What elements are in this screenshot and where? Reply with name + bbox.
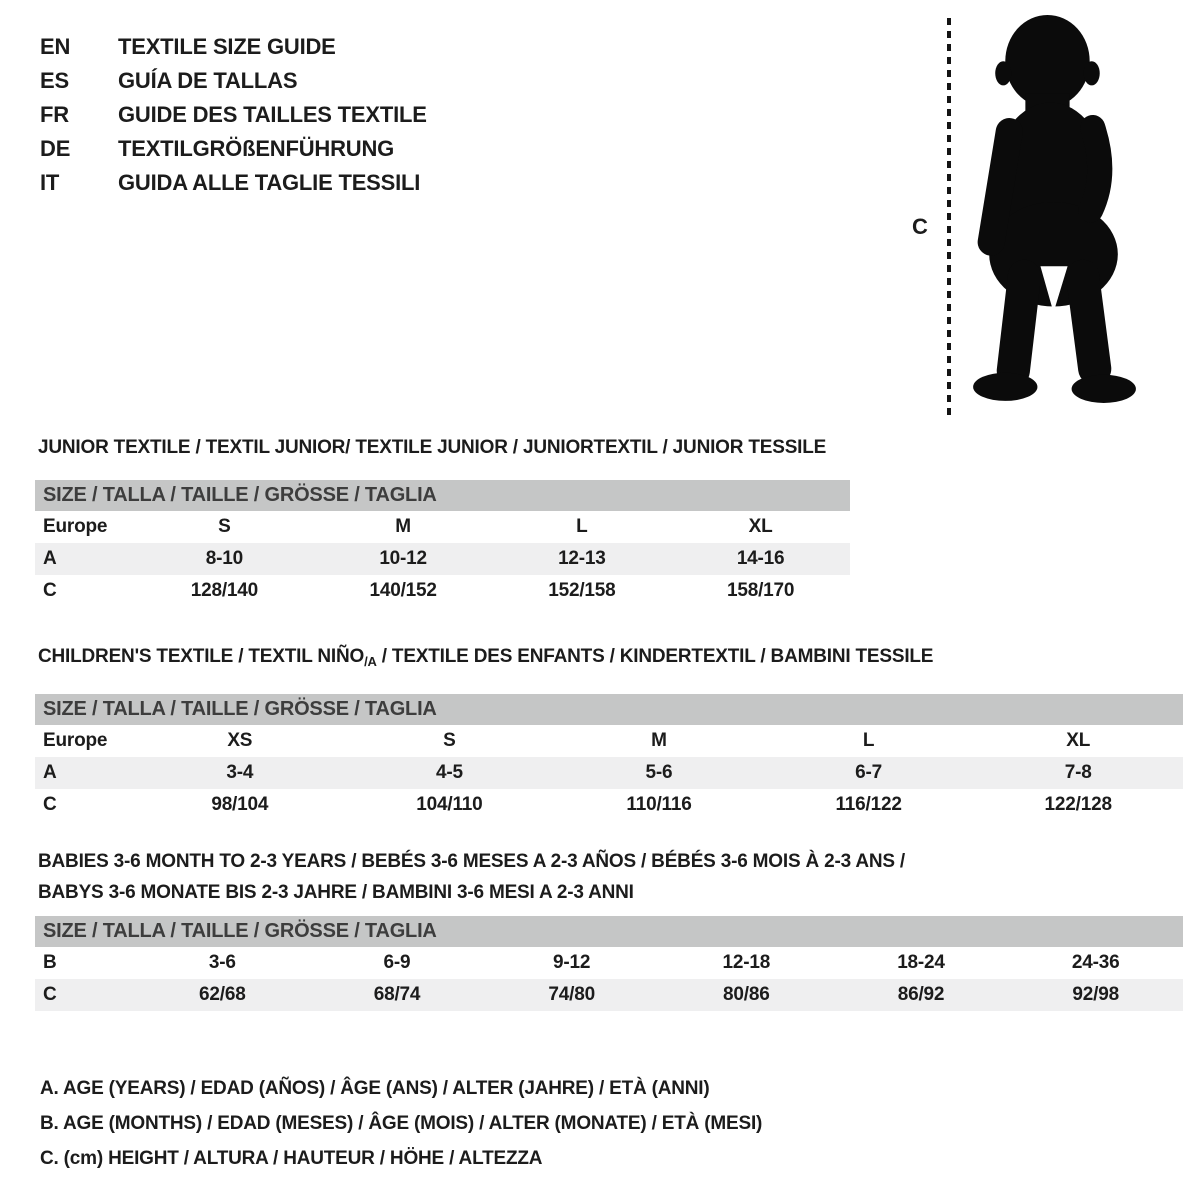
height-cell: 86/92 (897, 984, 945, 1005)
baby-silhouette-icon (962, 13, 1140, 415)
language-row (40, 30, 427, 64)
language-code: ES (40, 68, 69, 93)
row-label: C (43, 580, 57, 601)
size-header-label: SIZE / TALLA / TAILLE / GRÖSSE / TAGLIA (43, 484, 437, 506)
age-cell: 18-24 (897, 952, 945, 973)
section-title-children (38, 646, 1183, 673)
height-cell: 68/74 (373, 984, 421, 1005)
size-cell: M (395, 516, 411, 537)
section-title-babies-line2: BABYS 3-6 MONATE BIS 2-3 JAHRE / BAMBINI 3-6 MESI A 2-3 ANNI (38, 882, 634, 903)
language-code: DE (40, 136, 71, 161)
table-row-europe (35, 511, 850, 543)
height-cell: 152/158 (548, 580, 616, 601)
language-label: TEXTILGRÖßENFÜHRUNG (118, 136, 395, 161)
height-cell: 80/86 (723, 984, 770, 1005)
children-section (35, 646, 1183, 821)
title-prefix: CHILDREN'S TEXTILE / TEXTIL NIÑO (38, 646, 365, 667)
table-row-height (35, 575, 850, 607)
footnote-age-months: B. AGE (MONTHS) / EDAD (MESES) / ÂGE (MOIS) / ALTER (MONATE) / ETÀ (MESI) (40, 1113, 763, 1134)
age-cell: 3-6 (208, 952, 236, 973)
age-cell: 4-5 (435, 762, 463, 783)
table-row-europe (35, 725, 1183, 757)
age-cell: 14-16 (736, 548, 785, 569)
age-cell: 9-12 (553, 952, 591, 973)
age-cell: 10-12 (379, 548, 427, 569)
size-header-label: SIZE / TALLA / TAILLE / GRÖSSE / TAGLIA (43, 920, 437, 942)
language-row (40, 166, 427, 200)
size-cell: XL (748, 516, 773, 537)
language-code: EN (40, 34, 71, 59)
table-row-age (35, 757, 1183, 789)
height-cell: 92/98 (1072, 984, 1119, 1005)
table-row-age (35, 543, 850, 575)
size-cell: S (218, 516, 231, 537)
junior-section (35, 437, 850, 607)
language-row (40, 98, 427, 132)
size-cell: L (576, 516, 588, 537)
height-cell: 104/110 (416, 794, 483, 815)
size-cell: S (443, 730, 456, 751)
language-title-list (40, 30, 427, 200)
size-cell: L (862, 730, 875, 751)
row-label: Europe (43, 730, 108, 751)
language-label: GUÍA DE TALLAS (118, 68, 298, 93)
section-title-babies-line1: BABIES 3-6 MONTH TO 2-3 YEARS / BEBÉS 3-6 MESES A 2-3 AÑOS / BÉBÉS 3-6 MOIS À 2-3 ANS / (38, 851, 906, 872)
row-label: B (43, 952, 57, 973)
age-cell: 6-7 (855, 762, 883, 783)
size-cell: XS (227, 730, 253, 751)
row-label: A (43, 548, 57, 569)
section-title-junior: JUNIOR TEXTILE / TEXTIL JUNIOR/ TEXTILE JUNIOR / JUNIORTEXTIL / JUNIOR TESSILE (38, 437, 827, 458)
height-cell: 116/122 (835, 794, 902, 815)
language-row (40, 64, 427, 98)
age-cell: 6-9 (383, 952, 411, 973)
age-cell: 12-18 (722, 952, 771, 973)
table-row-height (35, 789, 1183, 821)
row-label: C (43, 984, 57, 1005)
height-measure-line (947, 18, 951, 415)
height-measure-label: C (912, 214, 928, 239)
language-row (40, 132, 427, 166)
row-label: A (43, 762, 57, 783)
row-label: C (43, 794, 57, 815)
height-cell: 74/80 (548, 984, 595, 1005)
size-cell: XL (1066, 730, 1091, 751)
height-cell: 110/116 (626, 794, 692, 815)
footnotes (40, 1071, 762, 1176)
table-row-height (35, 979, 1183, 1011)
age-cell: 8-10 (205, 548, 243, 569)
height-cell: 128/140 (190, 580, 259, 601)
table-row-age-months (35, 947, 1183, 979)
title-subscript: /A (364, 654, 377, 669)
language-label: GUIDE DES TAILLES TEXTILE (118, 102, 427, 127)
size-header-label: SIZE / TALLA / TAILLE / GRÖSSE / TAGLIA (43, 698, 437, 720)
row-label: Europe (43, 516, 108, 537)
height-cell: 158/170 (726, 580, 795, 601)
footnote-height-cm: C. (cm) HEIGHT / ALTURA / HAUTEUR / HÖHE / ALTEZZA (40, 1148, 543, 1169)
age-cell: 3-4 (226, 762, 254, 783)
language-code: FR (40, 102, 69, 127)
size-header-bar (35, 916, 1183, 947)
height-cell: 122/128 (1044, 794, 1112, 815)
height-cell: 98/104 (211, 794, 269, 815)
height-cell: 140/152 (369, 580, 437, 601)
footnote-age-years: A. AGE (YEARS) / EDAD (AÑOS) / ÂGE (ANS) / ALTER (JAHRE) / ETÀ (ANNI) (40, 1078, 710, 1099)
language-label: TEXTILE SIZE GUIDE (118, 34, 336, 59)
babies-section (35, 851, 1183, 1011)
age-cell: 7-8 (1064, 762, 1092, 783)
size-header-bar (35, 694, 1183, 725)
language-code: IT (40, 170, 60, 195)
height-cell: 62/68 (199, 984, 246, 1005)
age-cell: 5-6 (645, 762, 673, 783)
age-cell: 12-13 (558, 548, 606, 569)
title-suffix: / TEXTILE DES ENFANTS / KINDERTEXTIL / BAMBINI TESSILE (376, 646, 934, 667)
size-header-bar (35, 480, 850, 511)
age-cell: 24-36 (1071, 952, 1120, 973)
language-label: GUIDA ALLE TAGLIE TESSILI (118, 170, 421, 195)
size-cell: M (651, 730, 667, 751)
